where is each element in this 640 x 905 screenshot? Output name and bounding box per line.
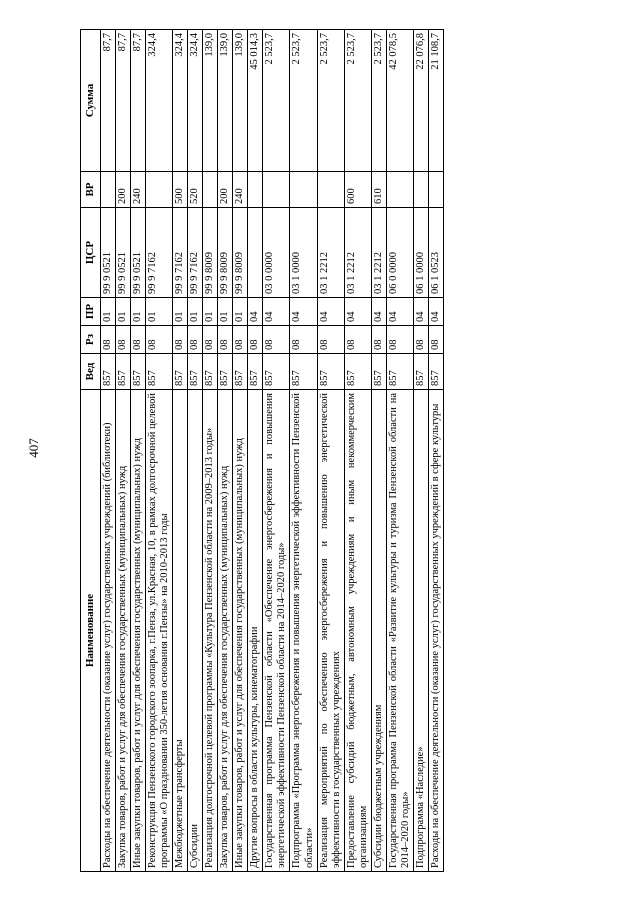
header-vr: ВР: [81, 172, 101, 208]
pr-cell: 04: [344, 298, 371, 326]
ved-cell: 857: [172, 354, 187, 390]
pr-cell: 01: [100, 298, 115, 326]
pr-cell: 04: [248, 298, 263, 326]
csr-cell: 06 1 0000: [414, 208, 429, 298]
sum-cell: 139,0: [203, 30, 218, 172]
csr-cell: 99 9 8009: [203, 208, 218, 298]
ved-cell: 857: [317, 354, 344, 390]
sum-cell: 139,0: [218, 30, 233, 172]
vr-cell: [317, 172, 344, 208]
pr-cell: 01: [233, 298, 248, 326]
sum-cell: 87,7: [115, 30, 130, 172]
rz-cell: 08: [188, 326, 203, 354]
ved-cell: 857: [218, 354, 233, 390]
csr-cell: 03 1 2212: [344, 208, 371, 298]
sum-cell: 2 523,7: [317, 30, 344, 172]
rz-cell: 08: [130, 326, 145, 354]
rz-cell: 08: [233, 326, 248, 354]
rz-cell: 08: [172, 326, 187, 354]
header-rz: Рз: [81, 326, 101, 354]
sum-cell: 324,4: [188, 30, 203, 172]
budget-table: [80, 29, 444, 872]
table-row: [290, 30, 317, 872]
pr-cell: 04: [371, 298, 386, 326]
rz-cell: 08: [145, 326, 172, 354]
ved-cell: 857: [100, 354, 115, 390]
table-header-row: [81, 30, 101, 872]
vr-cell: 240: [130, 172, 145, 208]
csr-cell: 03 1 2212: [371, 208, 386, 298]
vr-cell: 240: [233, 172, 248, 208]
page-number: 407: [25, 438, 41, 458]
pr-cell: 04: [386, 298, 413, 326]
sum-cell: 21 108,7: [429, 30, 444, 172]
rz-cell: 08: [203, 326, 218, 354]
ved-cell: 857: [248, 354, 263, 390]
sum-cell: 87,7: [100, 30, 115, 172]
csr-cell: 99 9 8009: [218, 208, 233, 298]
name-cell: Межбюджетные трансферты: [172, 390, 187, 872]
csr-cell: 99 9 0521: [130, 208, 145, 298]
header-pr: ПР: [81, 298, 101, 326]
table-row: [414, 30, 429, 872]
pr-cell: 01: [172, 298, 187, 326]
pr-cell: 04: [263, 298, 290, 326]
ved-cell: 857: [145, 354, 172, 390]
pr-cell: 01: [218, 298, 233, 326]
rz-cell: 08: [317, 326, 344, 354]
name-cell: Подпрограмма «Наследие»: [414, 390, 429, 872]
pr-cell: 01: [130, 298, 145, 326]
csr-cell: 99 9 7162: [188, 208, 203, 298]
pr-cell: 04: [317, 298, 344, 326]
sum-cell: 2 523,7: [263, 30, 290, 172]
name-cell: Реконструкция Пензенского городского зоопарка, г.Пенза, ул.Красная, 10, в рамках долгосрочной целевой программы «О праздновании 350-летия основания г.Пензы» на 2010-2013 годы: [145, 390, 172, 872]
table-row: [386, 30, 413, 872]
rz-cell: 08: [429, 326, 444, 354]
name-cell: Государственная программа Пензенской области «Обеспечение энергосбережения и повышения энергетической эффективности Пензенской области на 2014–2020 годы»: [263, 390, 290, 872]
csr-cell: 03 1 0000: [290, 208, 317, 298]
ved-cell: 857: [290, 354, 317, 390]
table-row: [172, 30, 187, 872]
header-csr: ЦСР: [81, 208, 101, 298]
sum-cell: 139,0: [233, 30, 248, 172]
table-row: [100, 30, 115, 872]
sum-cell: 87,7: [130, 30, 145, 172]
header-sum: Сумма: [81, 30, 101, 172]
table-row: [130, 30, 145, 872]
csr-cell: 99 9 0521: [115, 208, 130, 298]
vr-cell: [414, 172, 429, 208]
vr-cell: [203, 172, 218, 208]
name-cell: Расходы на обеспечение деятельности (оказание услуг) государственных учреждений в сфере культуры: [429, 390, 444, 872]
header-ved: Вед: [81, 354, 101, 390]
csr-cell: 06 0 0000: [386, 208, 413, 298]
name-cell: Реализация мероприятий по обеспечению энергосбережения и повышению энергетической эффективности в государственных учреждениях: [317, 390, 344, 872]
vr-cell: [386, 172, 413, 208]
ved-cell: 857: [344, 354, 371, 390]
name-cell: Реализация долгосрочной целевой программы «Культура Пензенской области на 2009–2013 годы»: [203, 390, 218, 872]
rz-cell: 08: [248, 326, 263, 354]
name-cell: Субсидии бюджетным учреждениям: [371, 390, 386, 872]
table-row: [371, 30, 386, 872]
table-row: [233, 30, 248, 872]
name-cell: Субсидии: [188, 390, 203, 872]
ved-cell: 857: [188, 354, 203, 390]
table-row: [317, 30, 344, 872]
rz-cell: 08: [414, 326, 429, 354]
name-cell: Государственная программа Пензенской области «Развитие культуры и туризма Пензенской области на 2014–2020 годы»: [386, 390, 413, 872]
table-row: [145, 30, 172, 872]
vr-cell: [100, 172, 115, 208]
csr-cell: 99 9 8009: [233, 208, 248, 298]
vr-cell: 200: [115, 172, 130, 208]
name-cell: Другие вопросы в области культуры, кинематографии: [248, 390, 263, 872]
table-row: [218, 30, 233, 872]
table-body: [100, 30, 444, 872]
name-cell: Иные закупки товаров, работ и услуг для обеспечения государственных (муниципальных) нужд: [233, 390, 248, 872]
name-cell: Закупка товаров, работ и услуг для обеспечения государственных (муниципальных) нужд: [218, 390, 233, 872]
pr-cell: 01: [145, 298, 172, 326]
csr-cell: 03 1 2212: [317, 208, 344, 298]
vr-cell: [290, 172, 317, 208]
rz-cell: 08: [290, 326, 317, 354]
ved-cell: 857: [233, 354, 248, 390]
name-cell: Расходы на обеспечение деятельности (оказание услуг) государственных учреждений (библиотеки): [100, 390, 115, 872]
pr-cell: 01: [115, 298, 130, 326]
table-row: [248, 30, 263, 872]
rz-cell: 08: [218, 326, 233, 354]
rz-cell: 08: [115, 326, 130, 354]
ved-cell: 857: [429, 354, 444, 390]
table-container: [80, 30, 564, 872]
ved-cell: 857: [263, 354, 290, 390]
table-row: [344, 30, 371, 872]
table-row: [203, 30, 218, 872]
pr-cell: 04: [429, 298, 444, 326]
vr-cell: 200: [218, 172, 233, 208]
ved-cell: 857: [115, 354, 130, 390]
pr-cell: 04: [290, 298, 317, 326]
table-row: [188, 30, 203, 872]
rz-cell: 08: [263, 326, 290, 354]
vr-cell: 610: [371, 172, 386, 208]
sum-cell: 2 523,7: [371, 30, 386, 172]
rz-cell: 08: [371, 326, 386, 354]
rz-cell: 08: [344, 326, 371, 354]
vr-cell: [248, 172, 263, 208]
name-cell: Закупка товаров, работ и услуг для обеспечения государственных (муниципальных) нужд: [115, 390, 130, 872]
sum-cell: 45 014,3: [248, 30, 263, 172]
ved-cell: 857: [414, 354, 429, 390]
name-cell: Подпрограмма «Программа энергосбережения и повышения энергетической эффективности Пензенской области»: [290, 390, 317, 872]
csr-cell: 99 9 7162: [145, 208, 172, 298]
rz-cell: 08: [100, 326, 115, 354]
sum-cell: 2 523,7: [344, 30, 371, 172]
sum-cell: 22 076,8: [414, 30, 429, 172]
ved-cell: 857: [371, 354, 386, 390]
csr-cell: 06 1 0523: [429, 208, 444, 298]
csr-cell: 03 0 0000: [263, 208, 290, 298]
vr-cell: [263, 172, 290, 208]
sum-cell: 42 078,5: [386, 30, 413, 172]
csr-cell: 99 9 0521: [100, 208, 115, 298]
table-row: [115, 30, 130, 872]
vr-cell: 600: [344, 172, 371, 208]
name-cell: Иные закупки товаров, работ и услуг для обеспечения государственных (муниципальных) нужд: [130, 390, 145, 872]
sum-cell: 324,4: [172, 30, 187, 172]
name-cell: Предоставление субсидий бюджетным, автономным учреждениям и иным некоммерческим организациям: [344, 390, 371, 872]
sum-cell: 2 523,7: [290, 30, 317, 172]
rz-cell: 08: [386, 326, 413, 354]
vr-cell: 520: [188, 172, 203, 208]
csr-cell: [248, 208, 263, 298]
pr-cell: 01: [188, 298, 203, 326]
vr-cell: 500: [172, 172, 187, 208]
table-row: [429, 30, 444, 872]
ved-cell: 857: [130, 354, 145, 390]
vr-cell: [145, 172, 172, 208]
sum-cell: 324,4: [145, 30, 172, 172]
pr-cell: 01: [203, 298, 218, 326]
pr-cell: 04: [414, 298, 429, 326]
ved-cell: 857: [203, 354, 218, 390]
table-row: [263, 30, 290, 872]
ved-cell: 857: [386, 354, 413, 390]
vr-cell: [429, 172, 444, 208]
header-name: Наименование: [81, 390, 101, 872]
csr-cell: 99 9 7162: [172, 208, 187, 298]
